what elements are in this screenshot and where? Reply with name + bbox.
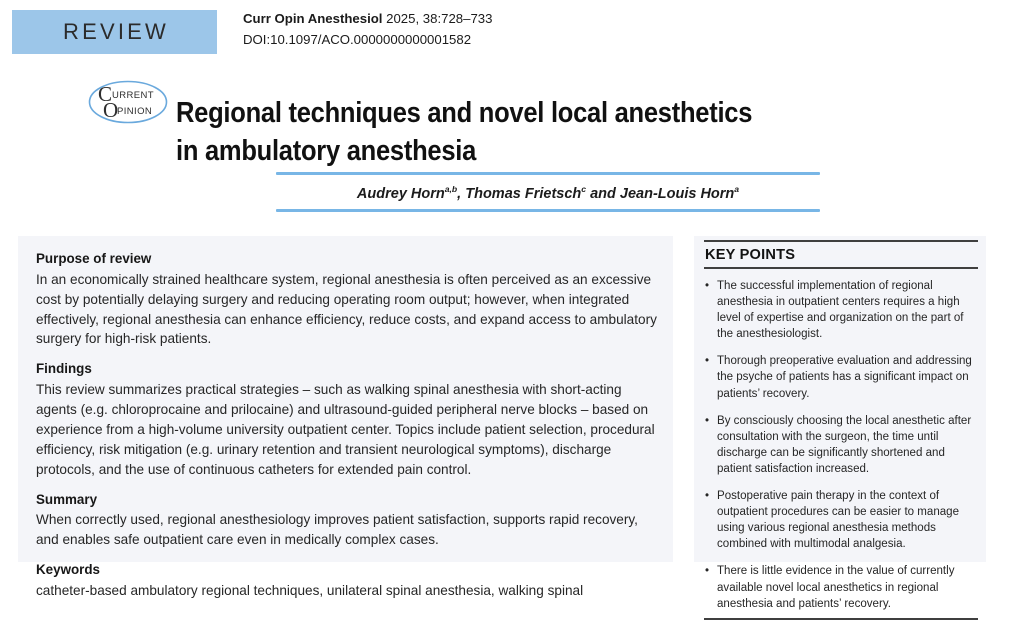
abstract-heading: Purpose of review bbox=[36, 251, 152, 266]
journal-name: Curr Opin Anesthesiol bbox=[243, 11, 383, 26]
journal-metadata bbox=[243, 8, 492, 51]
bullet-icon: • bbox=[705, 565, 710, 578]
bullet-icon: • bbox=[705, 355, 710, 368]
key-point-text: There is little evidence in the value of currently available novel local anesthetics in regional anesthesia and patients’ recovery. bbox=[717, 565, 955, 610]
author-affiliation: c bbox=[581, 184, 587, 195]
review-type-label: REVIEW bbox=[63, 19, 169, 44]
abstract-text: In an economically strained healthcare system, regional anesthesia is often perceived as an excessive cost by potentially delaying surgery and reducing operating room output; however, when integrated effectively, regional anesthesia can enhance efficiency, reduce costs, and expand access to ambulatory surgery for high-risk patients. bbox=[36, 271, 657, 347]
abstract-text: When correctly used, regional anesthesiology improves patient satisfaction, supports rapid recovery, and enables safe outpatient care even in medically complex cases. bbox=[36, 512, 638, 548]
svg-text:URRENT: URRENT bbox=[112, 90, 154, 101]
author-affiliation: a,b bbox=[444, 184, 458, 195]
abstract-heading: Findings bbox=[36, 361, 92, 377]
svg-text:C: C bbox=[98, 82, 113, 106]
bullet-icon: • bbox=[705, 280, 710, 292]
key-point-item bbox=[704, 563, 978, 611]
abstract-panel bbox=[18, 236, 673, 599]
bullet-icon: • bbox=[705, 414, 710, 427]
abstract-section-findings bbox=[36, 360, 657, 479]
key-point-text: By consciously choosing the local anesthetic after consultation with the surgeon, the time until discharge can be significantly shortened and patient satisfaction increased. bbox=[717, 414, 972, 475]
abstract-heading: Summary bbox=[36, 491, 98, 507]
bullet-icon: • bbox=[705, 490, 710, 503]
abstract-text: This review summarizes practical strategies – such as walking spinal anesthesia with short-acting agents (e.g. chloroprocaine and prilocaine) and ultrasound-guided peripheral nerve blocks – based on experience from a high-volume university outpatient center. Topics include patient selection, procedural efficiency, risk mitigation (e.g. urinary retention and transient neurological symptoms), discharge protocols, and the use of continuous catheters for extended pain control. bbox=[36, 382, 655, 477]
author-affiliation: a bbox=[734, 184, 740, 195]
key-points-list bbox=[704, 269, 978, 612]
author-name: Audrey Horn bbox=[356, 186, 445, 202]
doi-line: DOI:10.1097/ACO.0000000000001582 bbox=[243, 32, 472, 48]
key-point-item bbox=[704, 488, 978, 552]
key-point-text: Postoperative pain therapy in the context of outpatient procedures can be easier to manage using various regional anesthesia methods combined with multimodal analgesia. bbox=[717, 490, 960, 551]
author-name: Thomas Frietsch bbox=[465, 186, 582, 202]
key-points-panel bbox=[694, 236, 986, 610]
author-name: Jean-Louis Horn bbox=[619, 186, 735, 202]
key-point-text: The successful implementation of regional anesthesia in outpatient centers requires a high level of expertise and organization on the part of the anesthesiologist. bbox=[717, 280, 964, 341]
key-point-item bbox=[704, 278, 978, 342]
author-separator: and bbox=[586, 186, 620, 202]
key-point-item bbox=[704, 413, 978, 477]
author-entry bbox=[357, 186, 465, 202]
page-header bbox=[0, 0, 1024, 70]
abstract-section-purpose bbox=[36, 250, 657, 349]
key-points-title: KEY POINTS bbox=[705, 247, 796, 263]
author-zone bbox=[276, 172, 820, 212]
keywords-text: catheter-based ambulatory regional techniques, unilateral spinal anesthesia, walking spinal bbox=[36, 583, 584, 599]
author-rule-bottom bbox=[276, 209, 820, 212]
review-type-banner bbox=[12, 10, 217, 54]
journal-volume-pages: 2025, 38:728–733 bbox=[382, 11, 493, 26]
current-opinion-logo-icon bbox=[88, 80, 168, 124]
author-entry bbox=[465, 186, 620, 202]
svg-text:PINION: PINION bbox=[117, 106, 153, 117]
key-point-item bbox=[704, 353, 978, 401]
key-points-rule-bottom bbox=[704, 618, 978, 620]
key-point-text: Thorough preoperative evaluation and addressing the psyche of patients has a significant impact on patients’ recovery. bbox=[717, 355, 972, 400]
author-separator: , bbox=[457, 186, 466, 202]
abstract-section-keywords bbox=[36, 561, 657, 601]
article-title: Regional techniques and novel local anesthetics in ambulatory anesthesia bbox=[176, 97, 753, 167]
abstract-section-summary bbox=[36, 491, 657, 551]
journal-citation-line bbox=[243, 8, 492, 29]
svg-text:O: O bbox=[103, 98, 119, 122]
author-entry bbox=[620, 186, 739, 202]
author-list bbox=[276, 175, 820, 209]
abstract-heading: Keywords bbox=[36, 562, 100, 578]
